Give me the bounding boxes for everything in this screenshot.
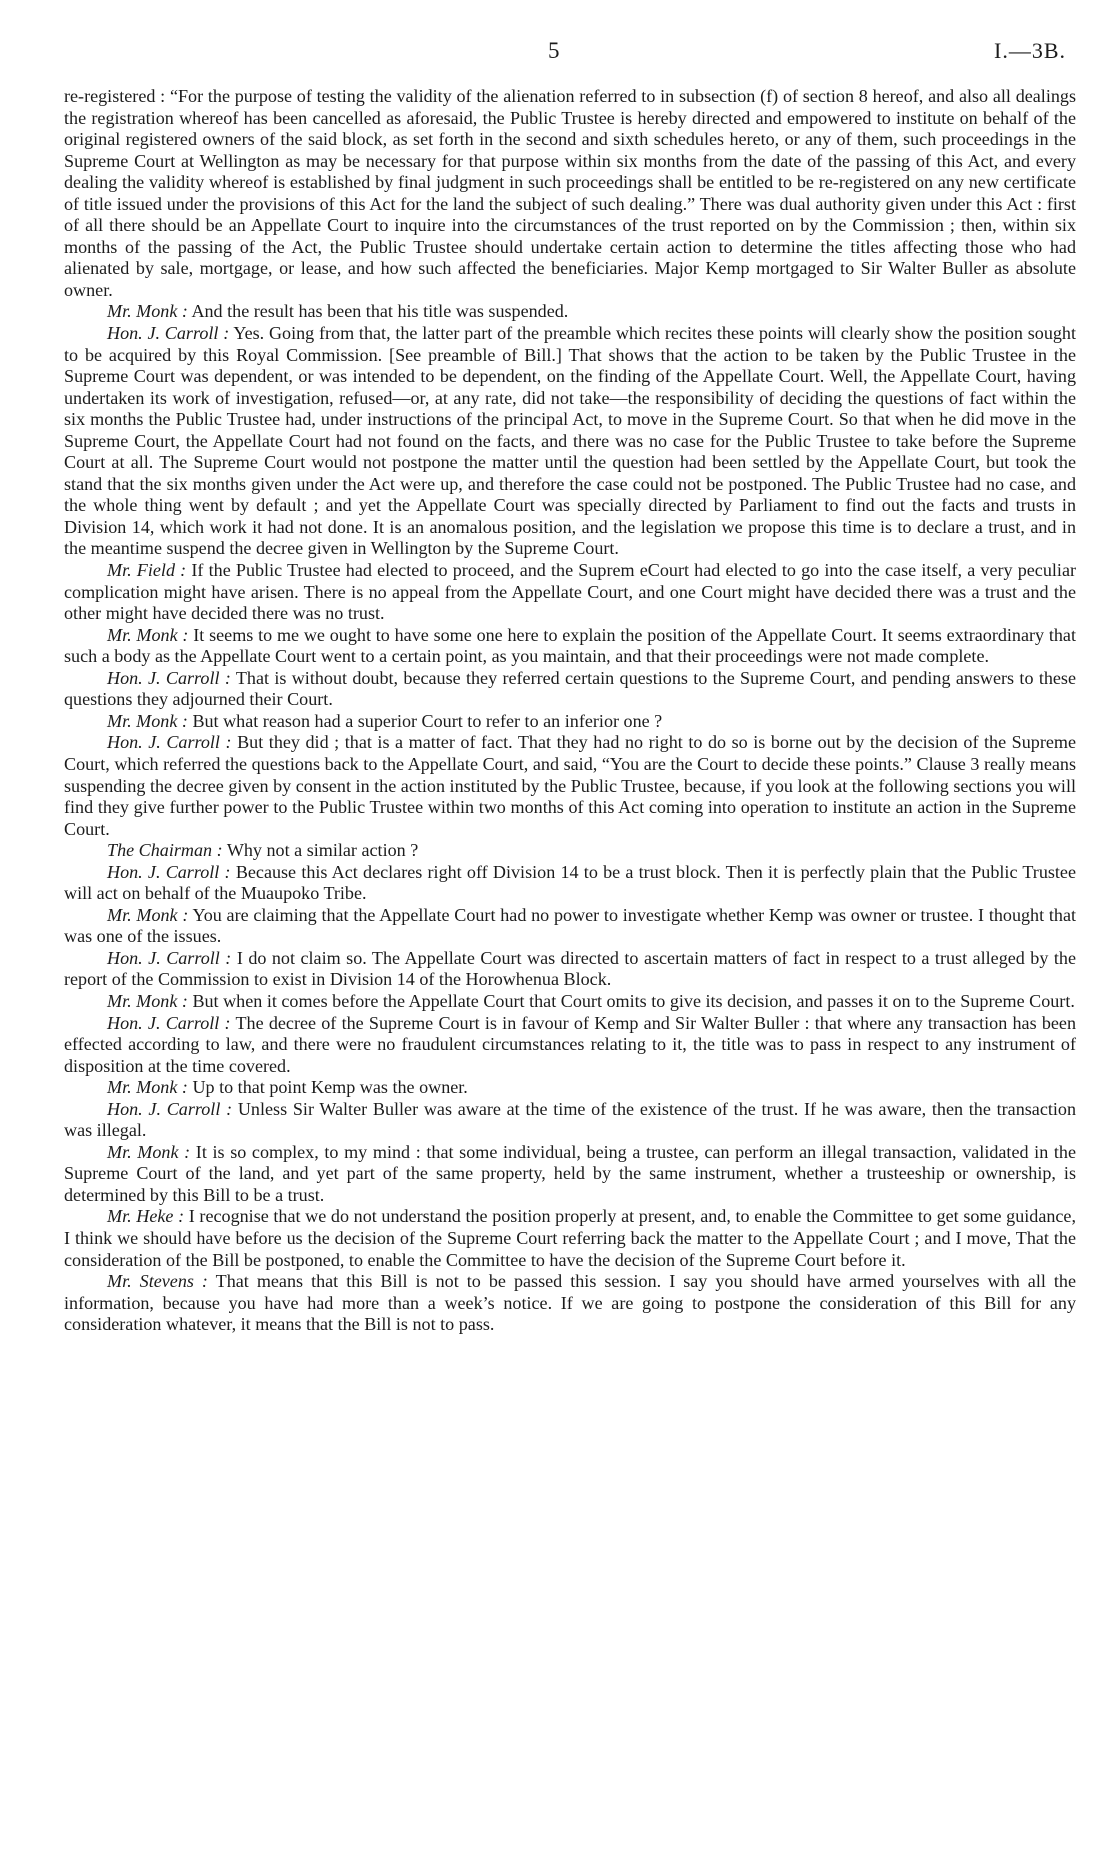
speaker-name: Mr. Field : [107,560,187,581]
speaker-name: Hon. J. Carroll : [107,667,231,688]
speaker-name: Mr. Monk : [107,904,189,925]
paragraph-text: If the Public Trustee had elected to proceed, and the Suprem eCourt had elected to go into the case itself, a very peculiar complication might have arisen. There is no appeal from the Appellate Court, and one Court might have decided there was a trust and the other might have decided there was no trust. [64,560,1076,624]
speaker-name: Mr. Monk : [107,1077,188,1098]
speaker-name: Hon. J. Carroll : [107,1012,231,1033]
speaker-name: Mr. Stevens : [107,1271,208,1292]
paragraph-text: It seems to me we ought to have some one here to explain the position of the Appellate Court. It seems extraordinary that such a body as the Appellate Court went to a certain point, as you maintain, and that their proceedings were not made complete. [64,624,1076,667]
paragraph-text: Up to that point Kemp was the owner. [192,1077,468,1098]
speech-paragraph [64,1077,1076,1099]
speech-paragraph [64,1206,1076,1271]
speech-paragraph [64,668,1076,711]
paragraph-text: You are claiming that the Appellate Court had no power to investigate whether Kemp was owner or trustee. I thought that was one of the issues. [64,904,1077,947]
speech-paragraph [64,1142,1076,1207]
paragraph-text: Why not a similar action ? [226,840,419,861]
continued-paragraph [64,86,1076,301]
paragraph-text: The decree of the Supreme Court is in favour of Kemp and Sir Walter Buller : that where any transaction has been effected according to law, and there were no fraudulent circumstances relating to it, the title was to pass in respect to any instrument of disposition at the time covered. [64,1012,1076,1076]
paragraph-text: And the result has been that his title was suspended. [191,301,569,322]
speech-paragraph [64,905,1076,948]
speech-paragraph [64,560,1076,625]
speaker-name: Mr. Monk : [107,710,188,731]
paragraph-text: Yes. Going from that, the latter part of the preamble which recites these points will clearly show the position sought to be acquired by this Royal Commission. [See preamble of Bill.] That shows that the action to be taken by the Public Trustee in the Supreme Court was dependent, or was intended to be dependent, on the finding of the Appellate Court. Well, the Appellate Court, having undertaken its work of investigation, refused—or, at any rate, did not take—the responsibility of deciding the questions of fact within the six months the Public Trustee had, under instructions of the principal Act, to move in the Supreme Court. So that when he did move in the Supreme Court, the Appellate Court had not found on the facts, and there was no case for the Public Trustee to take before the Supreme Court at all. The Supreme Court would not postpone the matter until the question had been settled by the Appellate Court, but took the stand that the six months given under the Act were up, and therefore the case could not be postponed. The Public Trustee had no case, and the whole thing went by default ; and yet the Appellate Court was specially directed by Parliament to find out the facts and trusts in Division 14, which work it had not done. It is an anomalous position, and the legislation we propose this time is to declare a trust, and in the meantime suspend the decree given in Wellington by the Supreme Court. [64,323,1076,559]
paragraph-text: It is so complex, to my mind : that some individual, being a trustee, can perform an illegal transaction, validated in the Supreme Court of the land, and yet part of the same property, held by the same instrument, whether a trusteeship or ownership, is determined by this Bill to be a trust. [64,1141,1076,1205]
speaker-name: Mr. Monk : [107,1141,191,1162]
speaker-name: Mr. Heke : [107,1206,185,1227]
speaker-name: Mr. Monk : [107,301,188,322]
paragraph-text: I do not claim so. The Appellate Court was directed to ascertain matters of fact in respect to a trust alleged by the report of the Commission to exist in Division 14 of the Horowhenua Block. [64,947,1076,990]
speech-paragraph [64,625,1076,668]
speech-paragraph [64,323,1076,560]
page-number: 5 [548,38,560,63]
paragraph-text: But when it comes before the Appellate Court that Court omits to give its decision, and passes it on to the Supreme Court. [192,990,1075,1011]
speech-paragraph [64,991,1076,1013]
speech-paragraph [64,862,1076,905]
speaker-name: Mr. Monk : [107,624,189,645]
speaker-name: Hon. J. Carroll : [107,947,232,968]
speaker-name: Mr. Monk : [107,990,188,1011]
speech-paragraph [64,840,1076,862]
speech-paragraph [64,948,1076,991]
speaker-name: The Chairman : [107,840,223,861]
speech-paragraph [64,711,1076,733]
speech-paragraph [64,732,1076,840]
paragraph-text: But what reason had a superior Court to refer to an inferior one ? [192,710,663,731]
document-reference: I.—3B. [994,38,1066,63]
paragraph-text: That is without doubt, because they referred certain questions to the Supreme Court, and pending answers to these questions they adjourned their Court. [64,667,1076,710]
speech-paragraph [64,1013,1076,1078]
paragraph-text: Because this Act declares right off Division 14 to be a trust block. Then it is perfectly plain that the Public Trustee will act on behalf of the Muaupoko Tribe. [64,861,1076,904]
paragraph-text: But they did ; that is a matter of fact. That they had no right to do so is borne out by the decision of the Supreme Court, which referred the questions back to the Appellate Court, and said, “You are the Court to decide these points.” Clause 3 really means suspending the decree given by consent in the action instituted by the Public Trustee, because, if you look at the following sections you will find they give further power to the Public Trustee within two months of this Act coming into operation to institute an action in the Supreme Court. [64,732,1076,839]
speaker-name: Hon. J. Carroll : [107,1098,233,1119]
paragraph-text: Unless Sir Walter Buller was aware at the time of the existence of the trust. If he was aware, then the transaction was illegal. [64,1098,1076,1141]
speech-paragraph [64,301,1076,323]
paragraph-text: I recognise that we do not understand the position properly at present, and, to enable the Committee to get some guidance, I think we should have before us the decision of the Supreme Court referring back the matter to the Appellate Court ; and I move, That the consideration of the Bill be postponed, to enable the Committee to have the decision of the Supreme Court before it. [64,1206,1076,1270]
speaker-name: Hon. J. Carroll : [107,732,232,753]
speaker-name: Hon. J. Carroll : [107,861,231,882]
paragraph-text: re-registered : “For the purpose of testing the validity of the alienation referred to in subsection (f) of section 8 hereof, and also all dealings the registration whereof has been cancelled as aforesaid, the Public Trustee is hereby directed and empowered to institute on behalf of the original registered owners of the said block, as set forth in the second and sixth schedules hereto, or any of them, such proceedings in the Supreme Court at Wellington as may be necessary for that purpose within six months from the date of the passing of this Act, and every dealing the validity whereof is established by final judgment in such proceedings shall be entitled to be re-registered on any new certificate of title issued under the provisions of this Act for the land the subject of such dealing.” There was dual authority given under this Act : first of all there should be an Appellate Court to inquire into the circumstances of the trust reported on by the Commission ; then, within six months of the passing of the Act, the Public Trustee should undertake certain action to determine the titles affecting those who had alienated by sale, mortgage, or lease, and how such affected the beneficiaries. Major Kemp mortgaged to Sir Walter Buller as absolute owner. [64,86,1076,300]
speaker-name: Hon. J. Carroll : [107,323,230,344]
paragraph-text: That means that this Bill is not to be passed this session. I say you should have armed yourselves with all the information, because you have had more than a week’s notice. If we are going to postpone the consideration of this Bill for any consideration whatever, it means that the Bill is not to pass. [64,1271,1076,1335]
speech-paragraph [64,1271,1076,1336]
speech-paragraph [64,1099,1076,1142]
body-text [64,86,1076,1336]
